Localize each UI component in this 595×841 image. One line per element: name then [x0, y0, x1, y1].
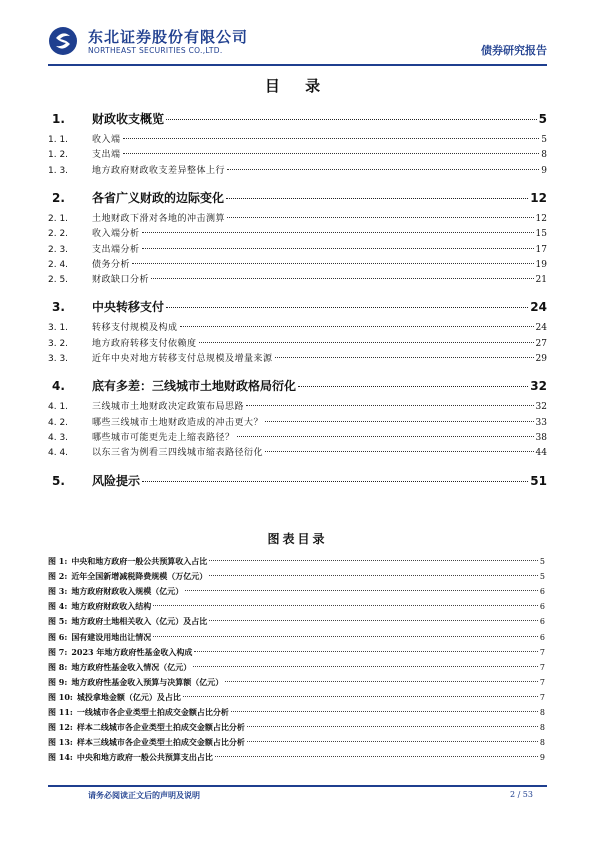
toc-section-entry[interactable]	[48, 189, 547, 206]
toc-dot-leader	[246, 405, 534, 406]
toc-entry-number: 4.	[52, 379, 65, 394]
figure-entry-page: 7	[539, 662, 545, 672]
toc-entry-title: 财政缺口分析	[92, 275, 150, 286]
figure-list-entry[interactable]	[48, 707, 545, 718]
figure-list-entry[interactable]	[48, 752, 545, 763]
figure-entry-label: 图 2:	[48, 571, 68, 582]
toc-entry-title: 近年中央对地方转移支付总规模及增量来源	[92, 354, 273, 364]
figure-list-entry[interactable]	[48, 677, 545, 688]
toc-entry-page: 17	[535, 244, 547, 255]
toc-subsection-entry[interactable]	[48, 132, 547, 145]
toc-dot-leader	[275, 357, 534, 358]
figure-entry-title: 一线城市各企业类型土拍成交金额占比分析	[76, 707, 229, 717]
toc-entry-page: 21	[535, 275, 547, 286]
figure-dot-leader	[247, 741, 538, 742]
figure-entry-page: 7	[539, 692, 545, 702]
toc-entry-number: 1. 2.	[48, 150, 69, 161]
toc-entry-page: 19	[535, 259, 547, 270]
toc-entry-page: 9	[541, 165, 547, 176]
figure-entry-label: 图 4:	[48, 601, 68, 612]
toc-entry-page: 27	[535, 338, 547, 349]
figure-entry-page: 7	[539, 677, 545, 687]
toc-subsection-entry[interactable]	[48, 399, 547, 412]
figure-entry-label: 图 9:	[48, 676, 68, 687]
toc-section-entry[interactable]	[48, 298, 547, 315]
toc-dot-leader	[180, 326, 534, 327]
figure-dot-leader	[247, 726, 538, 727]
toc-entry-number: 2.	[52, 190, 65, 205]
toc-entry-title: 风险提示	[92, 473, 141, 488]
figure-entry-title: 样本三线城市各企业类型土拍成交金额占比分析	[76, 737, 245, 748]
toc-subsection-entry[interactable]	[48, 257, 547, 270]
figure-dot-leader	[153, 605, 538, 606]
figure-entry-title: 中央和地方政府一般公共预算收入占比	[71, 556, 208, 566]
company-name-en: NORTHEAST SECURITIES CO.,LTD.	[88, 46, 223, 55]
company-name-cn: 东北证券股份有限公司	[88, 28, 249, 46]
toc-entry-number: 5.	[52, 473, 65, 488]
toc-entry-title: 收入端	[92, 135, 121, 145]
figure-entry-title: 地方政府财政收入规模（亿元）	[71, 586, 184, 597]
figure-entry-page: 6	[539, 587, 545, 597]
figure-list-entry[interactable]	[48, 601, 545, 612]
figure-entry-label: 图 10:	[48, 691, 73, 702]
toc-dot-leader	[226, 198, 528, 199]
toc-entry-number: 3. 2.	[48, 338, 69, 349]
figure-entry-page: 6	[539, 632, 545, 642]
toc-entry-page: 24	[535, 323, 547, 334]
figure-list-entry[interactable]	[48, 632, 545, 643]
toc-entry-page: 29	[535, 354, 547, 364]
toc-subsection-entry[interactable]	[48, 242, 547, 255]
toc-entry-page: 32	[535, 402, 547, 413]
figure-entry-title: 地方政府财政收入结构	[71, 601, 152, 612]
toc-entry-number: 4. 4.	[48, 448, 69, 459]
toc-title: 目 录	[264, 77, 331, 95]
toc-entry-page: 44	[535, 448, 547, 459]
toc-entry-number: 3. 1.	[48, 323, 69, 334]
toc-dot-leader	[142, 248, 534, 249]
toc-entry-page: 5	[538, 112, 547, 126]
figure-entry-page: 6	[539, 602, 545, 612]
footer-disclaimer: 请务必阅读正文后的声明及说明	[88, 791, 200, 800]
figure-entry-label: 图 12:	[48, 722, 73, 733]
toc-dot-leader	[227, 217, 534, 218]
toc-dot-leader	[166, 307, 528, 308]
toc-entry-title: 转移支付规模及构成	[92, 323, 178, 334]
figure-entry-title: 中央和地方政府一般公共预算支出占比	[76, 752, 213, 763]
figure-entry-title: 2023 年地方政府性基金收入构成	[71, 646, 193, 657]
toc-entry-page: 51	[530, 473, 547, 488]
figure-entry-title: 样本二线城市各企业类型土拍成交金额占比分析	[76, 722, 245, 733]
figure-dot-leader	[185, 590, 538, 591]
toc-entry-title: 收入端分析	[92, 229, 140, 240]
toc-entry-number: 1. 3.	[48, 165, 69, 176]
toc-dot-leader	[166, 119, 537, 120]
toc-entry-page: 24	[530, 300, 547, 315]
toc-subsection-entry[interactable]	[48, 147, 547, 160]
toc-subsection-entry[interactable]	[48, 226, 547, 239]
figure-entry-label: 图 13:	[48, 737, 73, 748]
toc-dot-leader	[132, 263, 534, 264]
toc-entry-page: 38	[535, 432, 547, 443]
toc-entry-title: 支出端	[92, 150, 121, 161]
figure-entry-label: 图 3:	[48, 586, 68, 597]
toc-entry-number: 2. 4.	[48, 259, 69, 270]
report-type-label: 债券研究报告	[481, 44, 547, 57]
toc-entry-title: 哪些三线城市土地财政造成的冲击更大？	[92, 417, 264, 428]
figure-dot-leader	[215, 756, 538, 757]
figure-entry-title: 城投拿地金额（亿元）及占比	[76, 691, 181, 702]
toc-subsection-entry[interactable]	[48, 351, 547, 364]
figure-entry-page: 5	[539, 557, 545, 566]
toc-subsection-entry[interactable]	[48, 320, 547, 333]
toc-subsection-entry[interactable]	[48, 430, 547, 443]
toc-subsection-entry[interactable]	[48, 272, 547, 285]
figure-dot-leader	[209, 560, 538, 561]
toc-entry-title: 三线城市土地财政决定政策布局思路	[92, 402, 245, 413]
figure-list-entry[interactable]	[48, 586, 545, 597]
page-header	[48, 24, 547, 64]
toc-entry-title: 哪些城市可能更先走上缩表路径？	[92, 432, 235, 443]
toc-entry-page: 15	[535, 229, 547, 240]
toc-entry-number: 4. 2.	[48, 417, 69, 428]
toc-entry-page: 12	[530, 190, 547, 205]
figure-list-entry[interactable]	[48, 737, 545, 748]
toc-entry-title: 财政收支概览	[92, 112, 165, 126]
toc-dot-leader	[227, 169, 539, 170]
figure-entry-page: 7	[539, 647, 545, 657]
toc-entry-page: 5	[541, 135, 547, 145]
toc-entry-number: 4. 3.	[48, 432, 69, 443]
toc-entry-title: 中央转移支付	[92, 300, 165, 315]
figure-dot-leader	[183, 696, 538, 697]
toc-section-entry[interactable]	[48, 472, 547, 489]
figure-list-entry[interactable]	[48, 571, 545, 582]
toc-entry-number: 2. 3.	[48, 244, 69, 255]
toc-entry-number: 2. 1.	[48, 213, 69, 224]
figure-entry-page: 8	[539, 723, 545, 733]
header-divider	[48, 64, 547, 66]
figure-entry-title: 国有建设用地出让情况	[71, 631, 152, 642]
figure-entry-label: 图 8:	[48, 661, 68, 672]
toc-entry-number: 4. 1.	[48, 402, 69, 413]
figure-entry-title: 地方政府性基金收入情况（亿元）	[71, 661, 192, 672]
figure-dot-leader	[209, 620, 538, 621]
figure-list-entry[interactable]	[48, 647, 545, 658]
figure-entry-page: 6	[539, 617, 545, 627]
figure-entry-label: 图 6:	[48, 631, 68, 642]
figures-title: 图表目录	[267, 532, 328, 546]
toc-entry-title: 土地财政下滑对各地的冲击测算	[92, 213, 226, 224]
figure-entry-label: 图 5:	[48, 616, 68, 627]
figure-list-entry[interactable]	[48, 616, 545, 627]
toc-entry-number: 2. 2.	[48, 229, 69, 240]
footer-divider	[48, 785, 547, 787]
figure-entry-label: 图 14:	[48, 752, 73, 763]
figure-entry-page: 8	[539, 738, 545, 748]
toc-dot-leader	[142, 481, 528, 482]
toc-dot-leader	[123, 138, 540, 139]
toc-entry-title: 地方政府转移支付依赖度	[92, 338, 197, 349]
figure-dot-leader	[225, 681, 538, 682]
figure-entry-label: 图 7:	[48, 646, 68, 657]
figure-dot-leader	[193, 666, 538, 667]
toc-dot-leader	[199, 342, 534, 343]
toc-section-entry[interactable]	[48, 377, 547, 394]
figure-dot-leader	[209, 575, 538, 576]
toc-dot-leader	[265, 451, 534, 452]
figure-list-entry[interactable]	[48, 556, 545, 567]
figure-entry-title: 地方政府性基金收入预算与决算额（亿元）	[71, 676, 224, 687]
figure-list-entry[interactable]	[48, 692, 545, 703]
toc-entry-page: 33	[535, 417, 547, 428]
toc-entry-title: 债务分析	[92, 259, 131, 270]
toc-entry-title: 地方政府财政收支差异整体上行	[92, 165, 226, 176]
toc-entry-page: 8	[541, 150, 547, 161]
figure-entry-label: 图 1:	[48, 556, 68, 566]
figure-dot-leader	[231, 711, 538, 712]
figure-entry-page: 5	[539, 572, 545, 582]
toc-entry-page: 12	[535, 213, 547, 224]
toc-subsection-entry[interactable]	[48, 445, 547, 458]
toc-dot-leader	[123, 153, 540, 154]
toc-entry-title: 以东三省为例看三四线城市缩表路径衍化	[92, 448, 264, 459]
company-logo-icon	[48, 26, 78, 56]
toc-entry-title: 底有多差：三线城市土地财政格局衍化	[92, 379, 297, 394]
figure-entry-label: 图 11:	[48, 707, 73, 717]
toc-entry-number: 2. 5.	[48, 275, 69, 286]
figure-entry-page: 9	[539, 753, 545, 763]
page-number: 2 / 53	[509, 790, 533, 799]
toc-entry-number: 3. 3.	[48, 354, 69, 364]
toc-dot-leader	[237, 436, 534, 437]
toc-entry-number: 1.	[52, 112, 65, 126]
toc-subsection-entry[interactable]	[48, 163, 547, 176]
toc-section-entry[interactable]	[48, 110, 547, 127]
toc-dot-leader	[142, 232, 534, 233]
toc-entry-page: 32	[530, 379, 547, 394]
figure-dot-leader	[194, 651, 538, 652]
figure-dot-leader	[153, 636, 538, 637]
toc-dot-leader	[151, 278, 534, 279]
toc-entry-number: 3.	[52, 300, 65, 315]
toc-entry-number: 1. 1.	[48, 135, 69, 145]
toc-subsection-entry[interactable]	[48, 415, 547, 428]
figure-list-entry[interactable]	[48, 662, 545, 673]
toc-entry-title: 支出端分析	[92, 244, 140, 255]
figure-entry-title: 近年全国新增减税降费规模（万亿元）	[71, 571, 208, 582]
toc-subsection-entry[interactable]	[48, 336, 547, 349]
toc-dot-leader	[265, 421, 534, 422]
figure-list-entry[interactable]	[48, 722, 545, 733]
figure-entry-title: 地方政府土地相关收入（亿元）及占比	[71, 616, 208, 627]
toc-dot-leader	[298, 386, 528, 387]
toc-entry-title: 各省广义财政的边际变化	[92, 190, 225, 205]
figure-entry-page: 8	[539, 708, 545, 717]
toc-subsection-entry[interactable]	[48, 211, 547, 224]
